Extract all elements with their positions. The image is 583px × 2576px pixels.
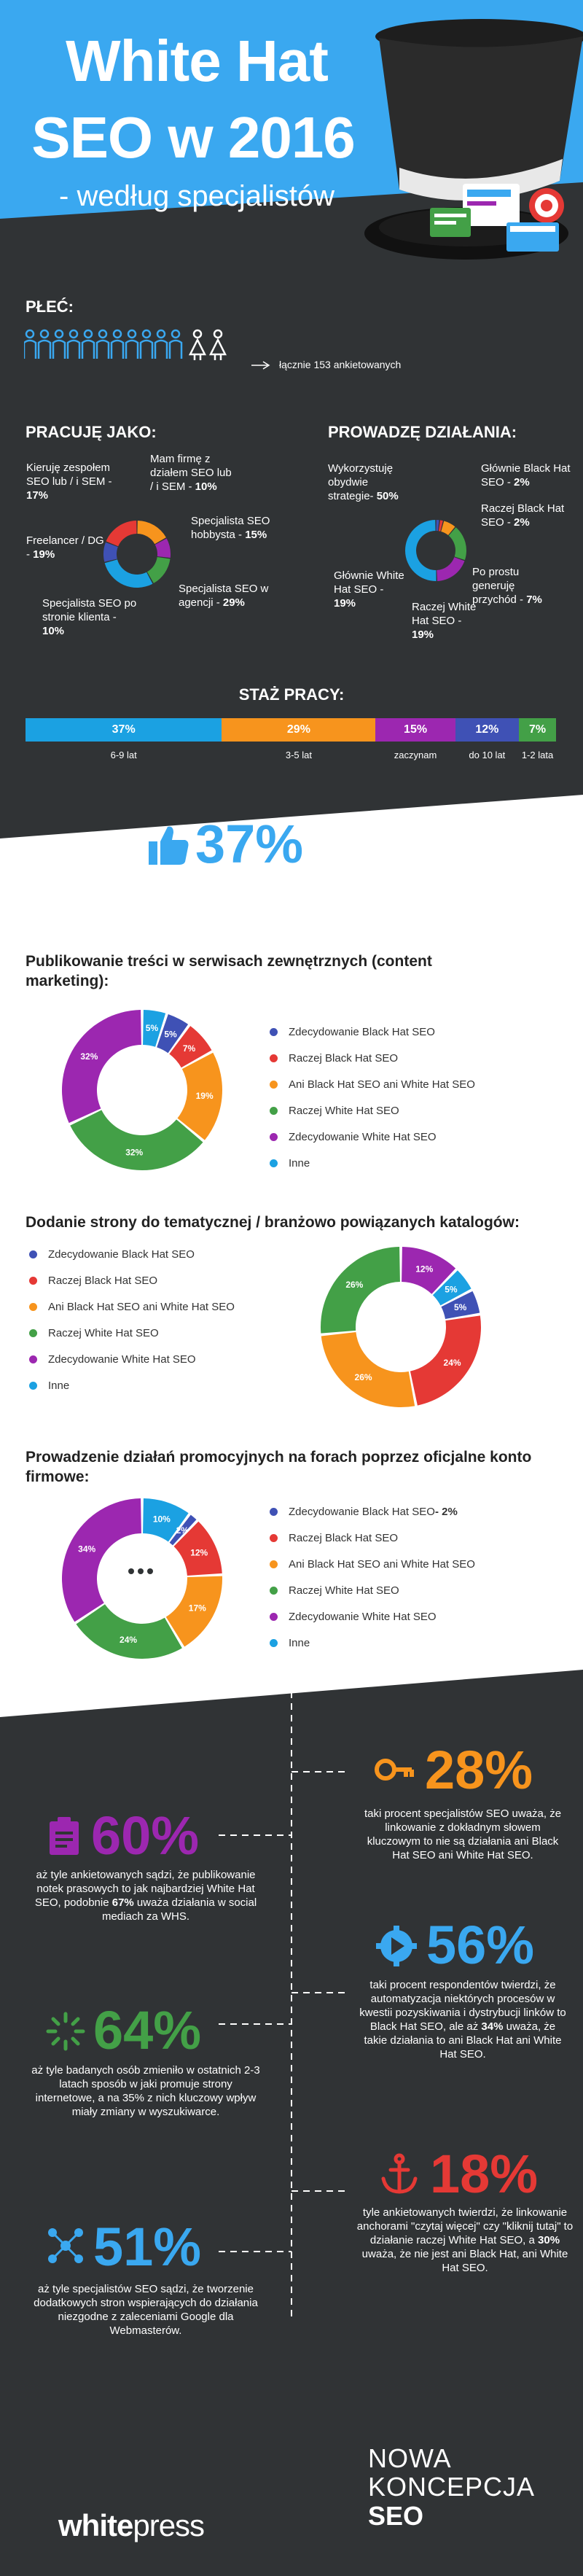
q3-legend-item bbox=[270, 1630, 576, 1656]
stat-51-text: aż tyle specjalistów SEO sądzi, że tworzenie dodatkowych stron wspierających do działania niezgodne z zaleceniami Google dla Webmasterów. bbox=[34, 2283, 258, 2337]
work-as-donut bbox=[86, 503, 188, 605]
activities-slice-3 bbox=[449, 527, 466, 560]
q3-label-0: 2% bbox=[176, 1525, 189, 1536]
activities-slice-0 bbox=[436, 520, 439, 531]
q3-label-2: 17% bbox=[188, 1603, 206, 1614]
q1-label-3: 32% bbox=[125, 1147, 144, 1158]
q3-legend-label: Raczej White Hat SEO bbox=[289, 1584, 399, 1597]
gender-heading: PŁEĆ: bbox=[26, 297, 74, 316]
legend-dot-icon bbox=[270, 1639, 278, 1647]
act-label-for-income: Po prostu generuję przychód - 7% bbox=[472, 566, 542, 606]
nowa-koncepcja-logo-line3[interactable]: SEO bbox=[368, 2501, 424, 2531]
activities-slice-5 bbox=[405, 520, 437, 581]
legend-dot-icon bbox=[29, 1277, 37, 1285]
q3-legend-label: Zdecydowanie Black Hat SEO bbox=[289, 1505, 435, 1518]
legend-dot-icon bbox=[29, 1382, 37, 1390]
q1-legend-item bbox=[270, 1124, 561, 1150]
q3-legend-item bbox=[270, 1551, 576, 1577]
stat-18-number: 18% bbox=[430, 2144, 539, 2204]
q1-legend-item bbox=[270, 1019, 561, 1045]
subtitle: - według specjalistów bbox=[59, 180, 334, 212]
q2-legend-label: Zdecydowanie White Hat SEO bbox=[48, 1353, 196, 1366]
legend-dot-icon bbox=[270, 1081, 278, 1089]
stat-37-number: 37% bbox=[195, 814, 304, 874]
q2-legend-item bbox=[29, 1372, 335, 1398]
q2-label-2: 26% bbox=[354, 1371, 372, 1382]
q2-legend-item bbox=[29, 1241, 335, 1267]
q2-label-0: 5% bbox=[453, 1301, 467, 1312]
legend-dot-icon bbox=[270, 1508, 278, 1516]
q3-legend-item bbox=[270, 1603, 576, 1630]
activities-slice-4 bbox=[437, 557, 464, 581]
q3-slice-3 bbox=[76, 1604, 181, 1659]
legend-dot-icon bbox=[270, 1560, 278, 1568]
q3-legend-label: Ani Black Hat SEO ani White Hat SEO bbox=[289, 1557, 475, 1571]
work-label-company-owner: Mam firmę z działem SEO lub / i SEM - 10% bbox=[150, 453, 232, 493]
q2-legend-label: Zdecydowanie Black Hat SEO bbox=[48, 1248, 195, 1261]
q1-title: Publikowanie treści w serwisach zewnętrznych (content marketing): bbox=[26, 953, 432, 989]
q2-legend-label: Inne bbox=[48, 1379, 70, 1392]
stat-60-number: 60% bbox=[91, 1805, 200, 1866]
gender-people-icons bbox=[24, 328, 257, 362]
anchor-icon bbox=[379, 2152, 420, 2196]
title-line-2: SEO w 2016 bbox=[31, 105, 355, 170]
q3-label-4: 34% bbox=[78, 1544, 96, 1554]
q1-legend-label: Zdecydowanie Black Hat SEO bbox=[289, 1025, 435, 1038]
experience-segment: 37% bbox=[26, 718, 222, 742]
clipboard-icon bbox=[47, 1816, 81, 1856]
q3-legend-item bbox=[270, 1577, 576, 1603]
q2-title: Dodanie strony do tematycznej / branżowo powiązanych katalogów: bbox=[26, 1214, 520, 1231]
experience-labels bbox=[26, 750, 556, 764]
act-label-rather-white: Raczej White Hat SEO - 19% bbox=[412, 601, 477, 641]
q3-label-1: 12% bbox=[190, 1547, 208, 1558]
q1-legend-label: Raczej Black Hat SEO bbox=[289, 1051, 399, 1065]
experience-segment: 12% bbox=[455, 718, 519, 742]
q1-legend-label: Ani Black Hat SEO ani White Hat SEO bbox=[289, 1078, 475, 1091]
q2-legend-item bbox=[29, 1320, 335, 1346]
top-hat-illustration bbox=[364, 15, 583, 262]
legend-dot-icon bbox=[270, 1587, 278, 1595]
stat-51-number: 51% bbox=[93, 2217, 202, 2277]
legend-dot-icon bbox=[270, 1028, 278, 1036]
q1-legend-item bbox=[270, 1045, 561, 1071]
legend-dot-icon bbox=[270, 1613, 278, 1621]
legend-dot-icon bbox=[29, 1303, 37, 1311]
q3-legend-label: Raczej Black Hat SEO bbox=[289, 1531, 399, 1544]
q1-label-2: 19% bbox=[195, 1091, 214, 1102]
whitepress-logo[interactable]: whitepress bbox=[58, 2508, 205, 2542]
q1-legend-item bbox=[270, 1071, 561, 1097]
work-slice-2 bbox=[147, 557, 171, 583]
share-network-icon bbox=[45, 2225, 86, 2266]
thumbs-up-icon bbox=[146, 824, 189, 866]
q3-legend-item bbox=[270, 1498, 576, 1525]
work-as-heading: PRACUJĘ JAKO: bbox=[26, 423, 157, 441]
experience-segment: 29% bbox=[222, 718, 375, 742]
legend-dot-icon bbox=[270, 1159, 278, 1167]
work-slice-0 bbox=[137, 521, 165, 544]
nowa-koncepcja-logo-line2[interactable]: KONCEPCJA bbox=[368, 2472, 536, 2502]
legend-dot-icon bbox=[29, 1329, 37, 1337]
q2-label-3: 26% bbox=[345, 1280, 364, 1291]
q1-legend-label: Zdecydowanie White Hat SEO bbox=[289, 1130, 437, 1143]
experience-heading: STAŻ PRACY: bbox=[238, 685, 345, 704]
q3-legend-value: - 2% bbox=[434, 1505, 458, 1518]
q3-label-5: 10% bbox=[152, 1514, 171, 1525]
q1-label-4: 32% bbox=[80, 1051, 98, 1062]
q2-legend-label: Ani Black Hat SEO ani White Hat SEO bbox=[48, 1300, 235, 1313]
q2-legend-item bbox=[29, 1267, 335, 1293]
play-gear-icon bbox=[375, 1925, 418, 1967]
q2-legend-label: Raczej White Hat SEO bbox=[48, 1326, 159, 1339]
link-chain-icon bbox=[379, 1305, 423, 1349]
legend-dot-icon bbox=[29, 1355, 37, 1363]
nowa-koncepcja-logo-line1[interactable]: NOWA bbox=[368, 2443, 452, 2473]
q1-legend-item bbox=[270, 1150, 561, 1176]
forum-chat-icon bbox=[117, 1553, 168, 1598]
key-icon bbox=[374, 1755, 415, 1784]
q2-legend-label: Raczej Black Hat SEO bbox=[48, 1274, 158, 1287]
experience-segment-label: 3-5 lat bbox=[285, 750, 312, 760]
activities-heading: PROWADZĘ DZIAŁANIA: bbox=[328, 423, 517, 441]
stat-28-number: 28% bbox=[425, 1740, 533, 1800]
experience-segment-label: 1-2 lata bbox=[521, 750, 554, 760]
stat-60-text: aż tyle ankietowanych sądzi, że publikowanie notek prasowych to jak najbardziej White Hat SEO, podobnie 67% uważa działania w social mediach za WHS. bbox=[34, 1869, 257, 1923]
work-label-agency: Specjalista SEO w agencji - 29% bbox=[179, 583, 269, 609]
work-label-team-lead: Kieruję zespołem SEO lub / i SEM - 17% bbox=[26, 462, 112, 502]
stat-56-text: taki procent respondentów twierdzi, że automatyzacja niektórych procesów w kwestii pozyskiwania i dystrybucji linków to Black Hat SEO, ale aż 34% uważa, że takie działania to ani Black Hat ani White Hat SEO. bbox=[359, 1979, 566, 2061]
q2-label-4: 12% bbox=[415, 1264, 434, 1275]
loading-spinner-icon bbox=[45, 2011, 86, 2052]
q1-legend-label: Raczej White Hat SEO bbox=[289, 1104, 399, 1117]
arrow-right-icon bbox=[251, 361, 273, 370]
q2-legend-item bbox=[29, 1293, 335, 1320]
experience-segment: 15% bbox=[375, 718, 455, 742]
legend-dot-icon bbox=[270, 1534, 278, 1542]
act-label-mostly-black: Głównie Black Hat SEO - 2% bbox=[481, 462, 571, 489]
work-slice-5 bbox=[106, 521, 137, 546]
content-edit-icon bbox=[120, 1068, 164, 1112]
work-label-client-side: Specjalista SEO po stronie klienta - 10% bbox=[42, 597, 137, 637]
activities-donut bbox=[392, 507, 480, 594]
q3-legend-item bbox=[270, 1525, 576, 1551]
act-label-mostly-white: Głównie White Hat SEO - 19% bbox=[334, 569, 404, 610]
q1-label-0: 5% bbox=[164, 1029, 177, 1040]
q2-legend bbox=[29, 1241, 335, 1398]
legend-dot-icon bbox=[270, 1133, 278, 1141]
q3-legend-label: Inne bbox=[289, 1636, 310, 1649]
respondents-total: łącznie 153 ankietowanych bbox=[279, 359, 402, 370]
experience-segment: 7% bbox=[519, 718, 556, 742]
q1-legend-label: Inne bbox=[289, 1156, 310, 1170]
stat-28-text: taki procent specjalistów SEO uważa, że linkowanie z dokładnym słowem kluczowym to nie są działania ani Black Hat SEO ani White Hat SEO. bbox=[364, 1808, 562, 1861]
act-label-rather-black: Raczej Black Hat SEO - 2% bbox=[481, 502, 565, 529]
q3-legend bbox=[270, 1498, 576, 1656]
q1-label-1: 7% bbox=[182, 1043, 196, 1054]
stat-64-text: aż tyle badanych osób zmieniło w ostatnich 2-3 latach sposób w jaki promuje strony internetowe, a na 35% z nich kluczowy wpływ miały zmiany w wyszukiwarce. bbox=[31, 2064, 260, 2118]
q3-title: Prowadzenie działań promocyjnych na forach poprzez oficjalne konto firmowe: bbox=[26, 1449, 532, 1485]
q1-label-5: 5% bbox=[145, 1023, 159, 1034]
q3-label-3: 24% bbox=[120, 1634, 138, 1645]
work-slice-3 bbox=[105, 559, 153, 588]
experience-segment-label: 6-9 lat bbox=[110, 750, 137, 760]
stat-64-number: 64% bbox=[93, 2000, 202, 2061]
stat-56-number: 56% bbox=[426, 1915, 535, 1975]
title-line-1: White Hat bbox=[66, 28, 328, 93]
stat-37-text: taki procent specjalistów SEO uważa,że prowadzi z sukcesem działania w oparciu o wytyczne Google dla Webmasterów. bbox=[330, 822, 563, 860]
act-label-mixed: Wykorzystuję obydwie strategie- 50% bbox=[328, 462, 399, 502]
q3-legend-label: Zdecydowanie White Hat SEO bbox=[289, 1610, 437, 1623]
q2-legend-item bbox=[29, 1346, 335, 1372]
q2-label-1: 24% bbox=[443, 1358, 461, 1369]
q1-legend-item bbox=[270, 1097, 561, 1124]
legend-dot-icon bbox=[270, 1107, 278, 1115]
q2-label-5: 5% bbox=[445, 1284, 458, 1295]
q1-legend bbox=[270, 1019, 561, 1176]
stat-18-text: tyle ankietowanych twierdzi, że linkowanie anchorami "czytaj więcej" czy "kliknij tutaj" to działanie raczej White Hat SEO, a 30% uważa, że nie jest ani Black Hat, ani White Hat SEO. bbox=[356, 2206, 574, 2274]
work-label-hobbyist: Specjalista SEO hobbysta - 15% bbox=[191, 515, 270, 541]
legend-dot-icon bbox=[270, 1054, 278, 1062]
legend-dot-icon bbox=[29, 1250, 37, 1258]
experience-bar bbox=[26, 718, 556, 742]
work-label-freelancer: Freelancer / DG - 19% bbox=[26, 534, 104, 561]
experience-segment-label: do 10 lat bbox=[469, 750, 506, 760]
experience-segment-label: zaczynam bbox=[394, 750, 437, 760]
